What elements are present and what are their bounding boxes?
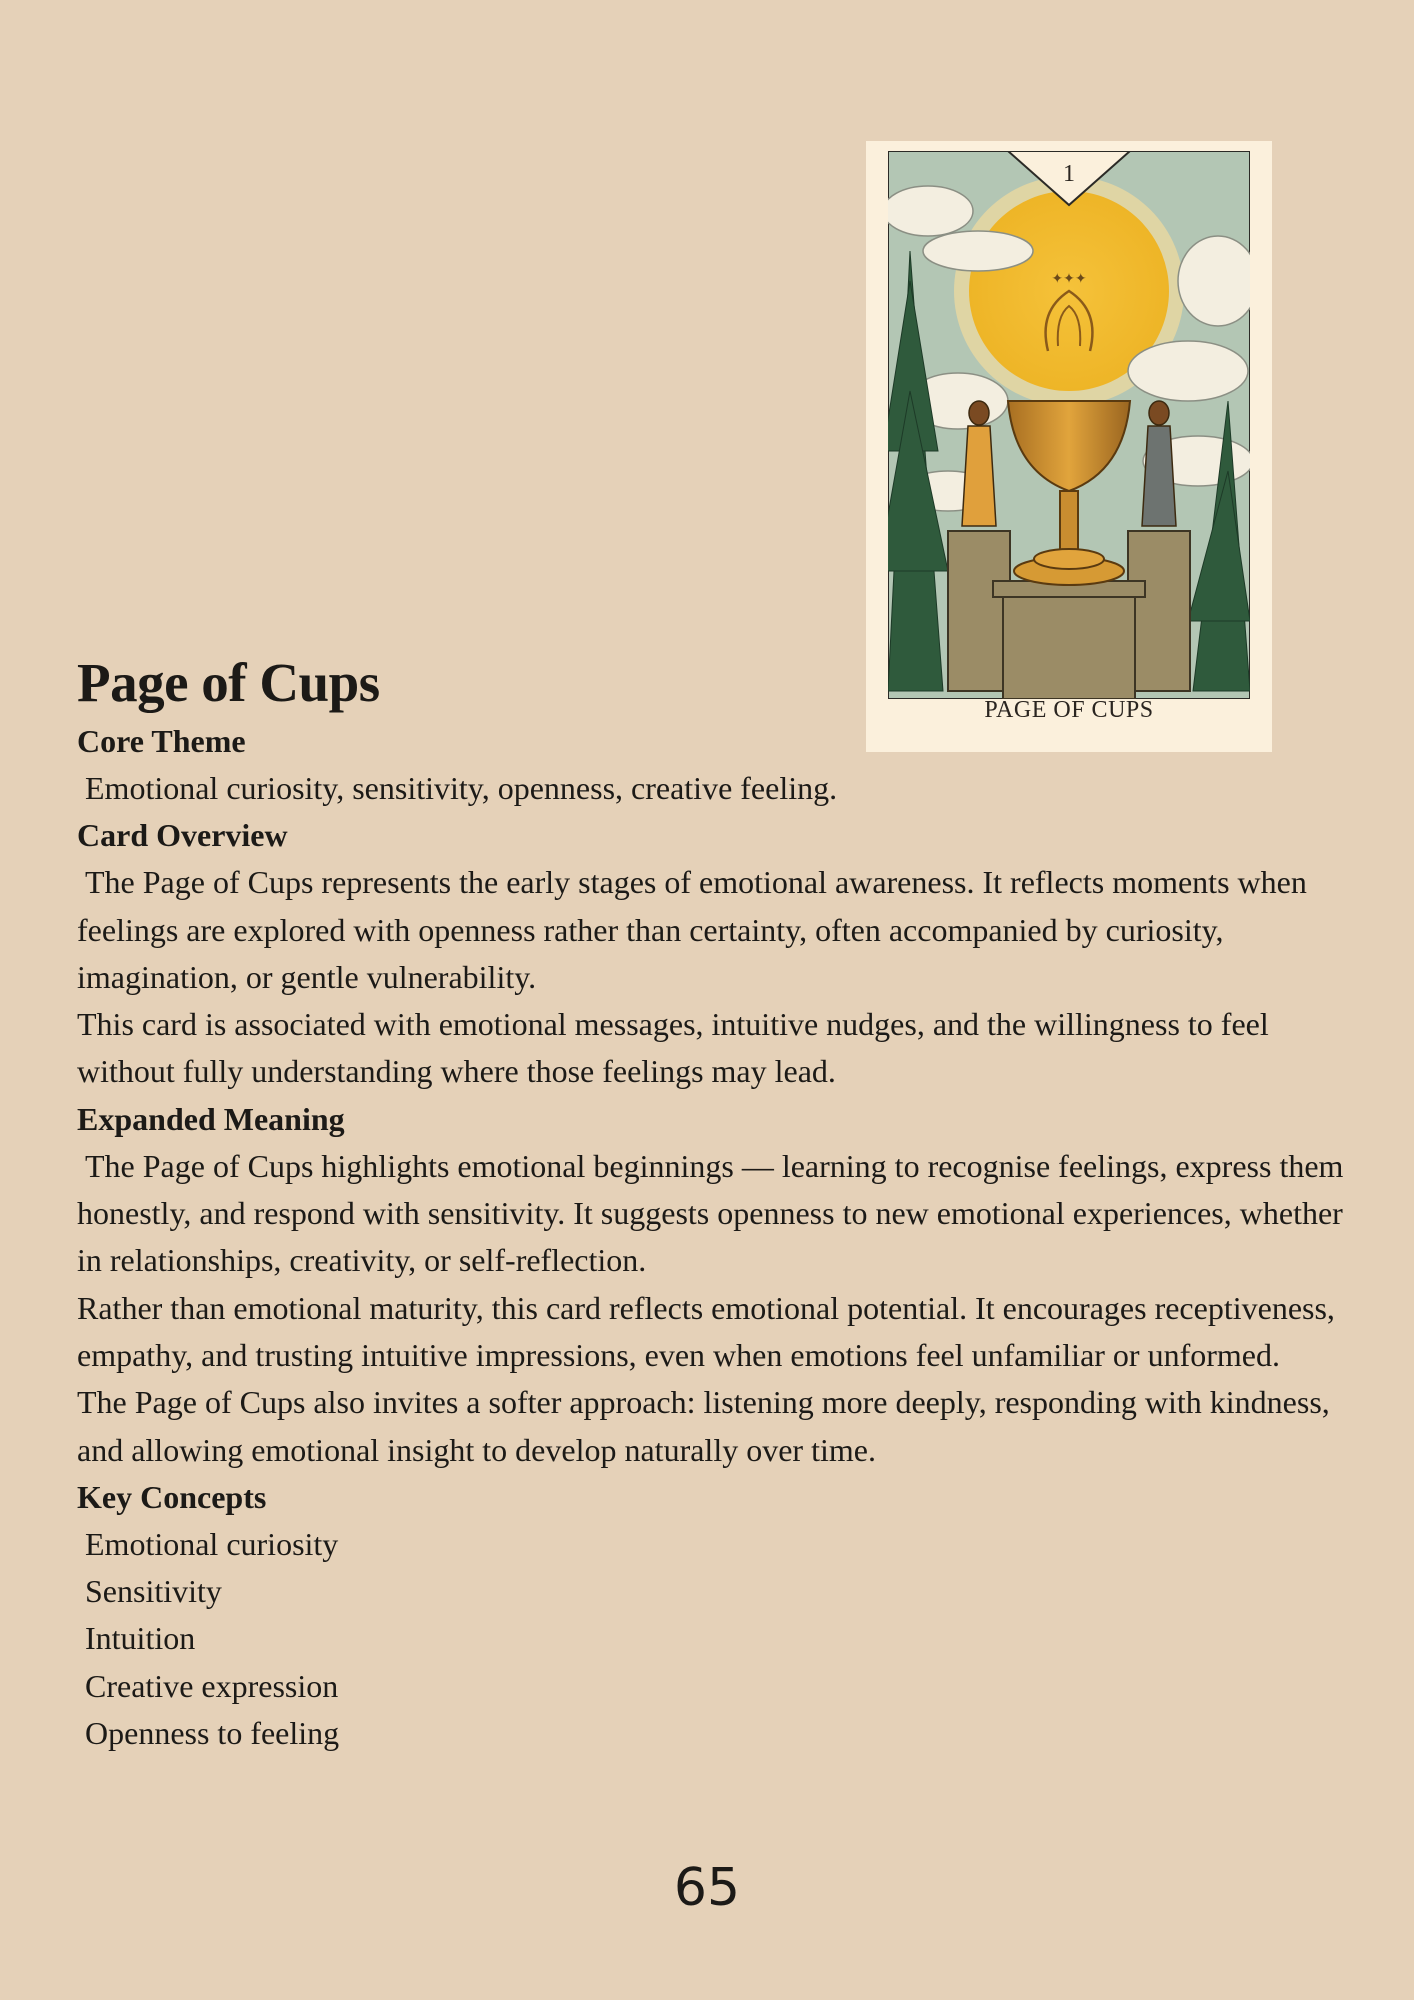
- page-content: [77, 648, 1352, 1757]
- expanded-meaning-heading: Expanded Meaning: [77, 1100, 345, 1137]
- list-item: Creative expression: [85, 1667, 339, 1704]
- page-title: Page of Cups: [77, 652, 380, 713]
- list-item: Openness to feeling: [85, 1715, 340, 1752]
- list-item: Emotional curiosity: [85, 1525, 339, 1562]
- card-overview-heading: Card Overview: [77, 817, 288, 854]
- card-caption: PAGE OF CUPS: [984, 697, 1154, 723]
- list-item: Intuition: [85, 1620, 196, 1657]
- card-number: 1: [1063, 161, 1075, 187]
- key-concepts-list: [77, 1521, 1347, 1757]
- card-overview-paragraph: This card is associated with emotional messages, intuitive nudges, and the willingness to feel without fully understanding where those feelings may lead.: [77, 1006, 1269, 1090]
- key-concepts-heading: Key Concepts: [77, 1478, 267, 1515]
- page-of-cups-illustration: [888, 151, 1250, 699]
- expanded-meaning-paragraph: The Page of Cups highlights emotional beginnings — learning to recognise feelings, express them honestly, and respond with sensitivity. It suggests openness to new emotional experiences, whether in relationships, creativity, or self-reflection.: [77, 1147, 1352, 1279]
- core-theme-heading: Core Theme: [77, 723, 246, 759]
- core-theme-text: Emotional curiosity, sensitivity, openness, creative feeling.: [77, 770, 838, 806]
- expanded-meaning-paragraph: Rather than emotional maturity, this card reflects emotional potential. It encourages receptiveness, empathy, and trusting intuitive impressions, even when emotions feel unfamiliar or unformed.: [77, 1289, 1335, 1373]
- card-overview-paragraph: The Page of Cups represents the early stages of emotional awareness. It reflects moments when feelings are explored with openness rather than certainty, often accompanied by curiosity, imagination, or gentle vulnerability.: [77, 864, 1315, 995]
- svg-text:✦✦✦: ✦✦✦: [1051, 272, 1087, 287]
- page-number: 65: [673, 1858, 741, 1918]
- expanded-meaning-paragraph: The Page of Cups also invites a softer approach: listening more deeply, responding with kindness, and allowing emotional insight to develop naturally over time.: [77, 1384, 1330, 1468]
- list-item: Sensitivity: [85, 1573, 222, 1610]
